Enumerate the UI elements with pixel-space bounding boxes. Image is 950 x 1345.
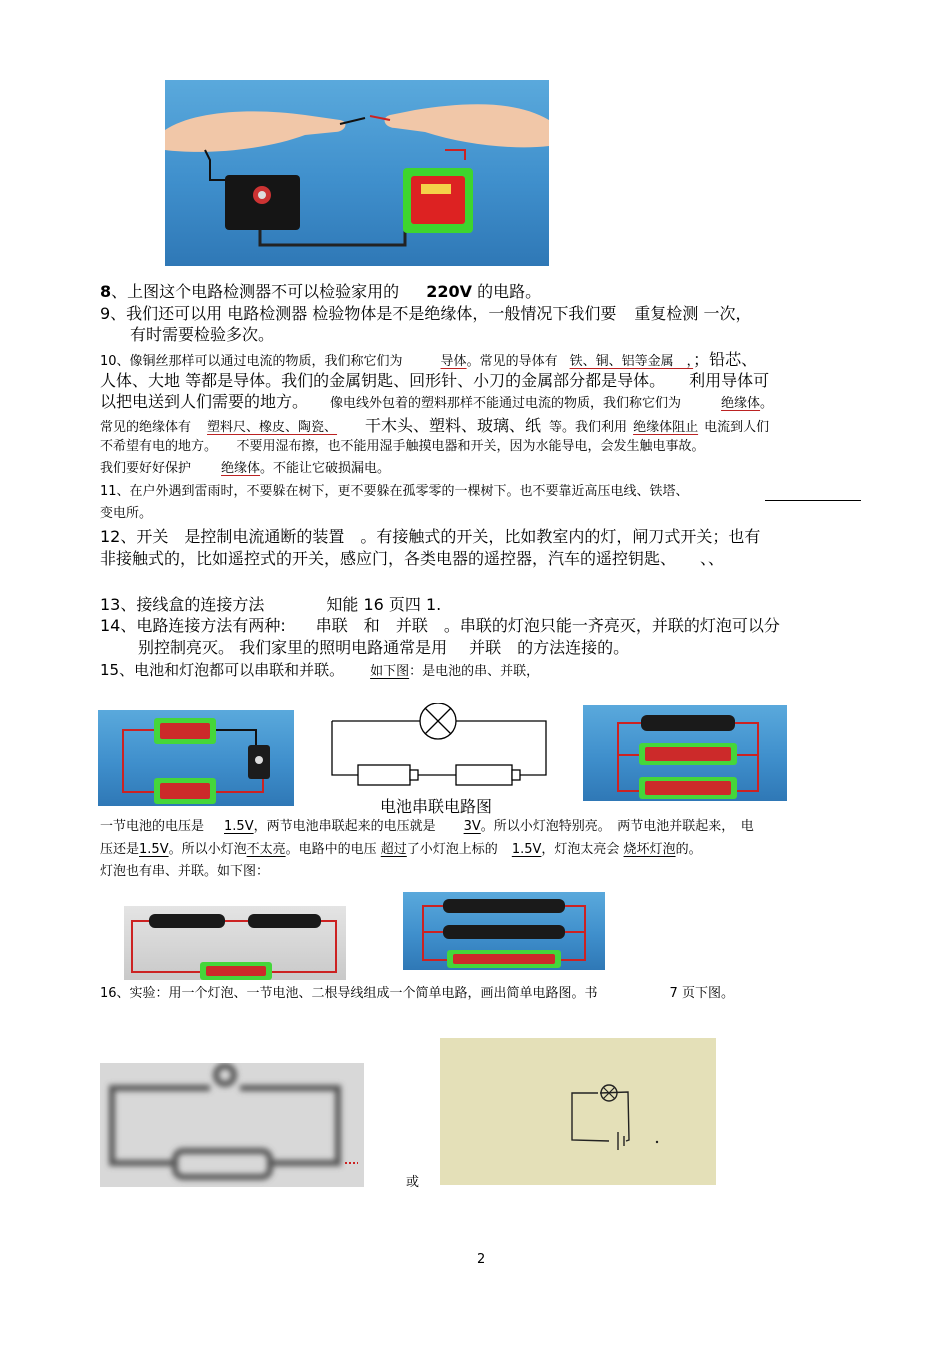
question-12-line2: 非接触式的，比如遥控式的开关，感应门，各类电器的遥控器，汽车的遥控钥匙、 、、 <box>100 549 725 568</box>
q15-text-b: ：是电池的串、并联， <box>409 664 540 679</box>
q14-l2a: 别控制亮灭。 我们家里的照明电路通常是用 <box>138 638 448 657</box>
q10-l6a: 我们要好好保护 <box>100 461 192 476</box>
q10-l4d: 等。我们利用 <box>549 420 628 435</box>
q14-blank-parallel: 并联 <box>469 638 502 657</box>
volt-l2a: 压还是 <box>100 842 140 857</box>
q10-l4c: 干木头、塑料、玻璃、纸 <box>365 416 542 435</box>
volt-l1a: 一节电池的电压是 <box>100 819 205 834</box>
q15-text: 15、电池和灯泡都可以串联和并联。 <box>100 661 345 679</box>
q10-l6b: 。不能让它破损漏电。 <box>260 461 391 476</box>
question-10-line3 <box>100 392 773 412</box>
battery-parallel-illustration <box>583 705 787 801</box>
question-14-line1 <box>100 616 780 635</box>
q15-see-figure: 如下图 <box>370 664 410 679</box>
q11-answer-line <box>765 500 861 501</box>
q8-text-end: 的电路。 <box>477 282 542 301</box>
volt-l2d: 。电路中的电压 <box>285 842 377 857</box>
volt-l2g: 的。 <box>675 842 702 857</box>
diagram-caption: 电池串联电路图 <box>380 797 493 816</box>
question-10-line4 <box>100 416 769 436</box>
q10-blank-block: 绝缘体阻止 <box>633 420 699 435</box>
q10-l3b: 像电线外包着的塑料那样不能通过电流的物质，我们称它们为 <box>330 396 682 411</box>
q10-l3end: 。 <box>760 396 774 411</box>
bulb-series-photo <box>124 906 346 980</box>
q14-l2b: 的方法连接的。 <box>517 638 630 657</box>
series-circuit-diagram <box>330 703 548 789</box>
volt-l1d: 。所以小灯泡特别亮。 两节电池并联起来， 电 <box>480 819 754 834</box>
bulb-parallel-photo <box>403 892 605 970</box>
battery-series-photo <box>98 710 294 806</box>
question-16 <box>100 986 734 1002</box>
q10-l1d: ；铅芯、 <box>693 350 758 369</box>
q13-ref: 知能 16 页四 1. <box>326 595 442 614</box>
volt-blank-rated: 1.5V <box>511 842 542 857</box>
q16-ref: 7 页下图。 <box>669 986 734 1001</box>
battery-series-illustration <box>98 710 294 806</box>
q10-l4e: 电流到人们 <box>704 420 770 435</box>
q10-blank-conductor: 导体 <box>440 354 467 369</box>
volt-blank-single: 1.5V <box>224 819 254 834</box>
question-14-line2 <box>138 638 629 657</box>
q8-voltage: 220V <box>426 282 473 301</box>
series-circuit-svg <box>330 703 548 789</box>
q10-l4a: 常见的绝缘体有 <box>100 420 192 435</box>
question-10-line2: 人体、大地 等都是导体。我们的金属钥匙、回形针、小刀的金属部分都是导体。 利用导体可 <box>100 371 770 390</box>
hand-drawn-circuit-illustration <box>440 1038 716 1185</box>
q14-series: 串联 <box>315 616 348 635</box>
question-11-line2: 变电所。 <box>100 506 153 521</box>
circuit-tester-photo <box>165 80 549 266</box>
battery-parallel-photo <box>583 705 787 801</box>
q10-blank-protect: 绝缘体 <box>221 461 261 476</box>
voltage-line3: 灯泡也有串、并联。如下图： <box>100 864 270 879</box>
question-13 <box>100 595 441 614</box>
circuit-tester-illustration <box>165 80 549 266</box>
q10-blank-insulator: 绝缘体 <box>721 396 761 411</box>
bulb-series-illustration <box>124 906 346 980</box>
volt-l2f: ，灯泡太亮会 <box>541 842 620 857</box>
question-11-line1 <box>100 484 689 500</box>
q10-blank-insulators: 塑料尺、橡皮、陶瓷、 <box>207 420 338 435</box>
question-8 <box>100 282 541 301</box>
volt-l2e: 了小灯泡上标的 <box>406 842 498 857</box>
q14-l1b: 。串联的灯泡只能一齐亮灭，并联的灯泡可以分 <box>443 616 780 635</box>
blurry-circuit-illustration <box>100 1063 364 1187</box>
q14-parallel: 并联 <box>395 616 428 635</box>
or-label: 或 <box>406 1175 420 1190</box>
question-10-line6 <box>100 461 390 477</box>
hand-drawn-circuit-photo <box>440 1038 716 1185</box>
volt-blank-exceed: 超过 <box>380 842 407 857</box>
question-10-line1 <box>100 350 757 370</box>
q8-number: 8 <box>100 282 112 301</box>
bulb-parallel-illustration <box>403 892 605 970</box>
question-9-line2: 有时需要检验多次。 <box>130 325 275 344</box>
volt-blank-dim: 不太亮 <box>246 842 286 857</box>
battery-symbol-1 <box>358 765 410 785</box>
q13-text: 13、接线盒的连接方法 <box>100 595 265 614</box>
battery-symbol-2 <box>456 765 512 785</box>
question-9-line1 <box>100 304 751 323</box>
q14-l1a: 14、电路连接方法有两种: <box>100 616 286 635</box>
volt-blank-parallel: 1.5V <box>139 842 169 857</box>
page-number: 2 <box>477 1252 486 1267</box>
q11-text: 11、在户外遇到雷雨时，不要躲在树下，更不要躲在孤零零的一棵树下。也不要靠近高压电线、铁塔、 <box>100 484 689 499</box>
voltage-line1 <box>100 819 754 835</box>
question-15 <box>100 661 539 680</box>
volt-blank-series: 3V <box>463 819 481 834</box>
question-10-line5: 不希望有电的地方。 不要用湿布擦，也不能用湿手触摸电器和开关，因为水能导电，会发生触电事故。 <box>100 439 705 454</box>
q14-and: 和 <box>363 616 380 635</box>
q9-end: 一次， <box>703 304 752 323</box>
q10-blank-metals: 铁、铜、铝等金属 ， <box>569 354 694 369</box>
voltage-line2 <box>100 842 702 858</box>
q16-text: 16、实验：用一个灯泡、一节电池、二根导线组成一个简单电路，画出简单电路图。书 <box>100 986 598 1001</box>
volt-l2c: 。所以小灯泡 <box>168 842 247 857</box>
q10-l1c: 。常见的导体有 <box>466 354 558 369</box>
blurry-circuit-photo <box>100 1063 364 1187</box>
q8-text: 、上图这个电路检测器不可以检验家用的 <box>111 282 400 301</box>
q10-l3a: 以把电送到人们需要的地方。 <box>100 392 309 411</box>
q9-text: 9、我们还可以用 电路检测器 检验物体是不是绝缘体，一般情况下我们要 <box>100 304 617 323</box>
volt-l1c: ，两节电池串联起来的电压就是 <box>253 819 436 834</box>
volt-blank-burn: 烧坏灯泡 <box>623 842 676 857</box>
q9-blank: 重复检测 <box>634 304 699 323</box>
q10-l1a: 10、像铜丝那样可以通过电流的物质，我们称它们为 <box>100 354 403 369</box>
drawn-battery-symbol <box>618 1132 624 1150</box>
question-12-line1: 12、开关 是控制电流通断的装置 。有接触式的开关，比如教室内的灯，闸刀式开关；也有 <box>100 527 761 546</box>
